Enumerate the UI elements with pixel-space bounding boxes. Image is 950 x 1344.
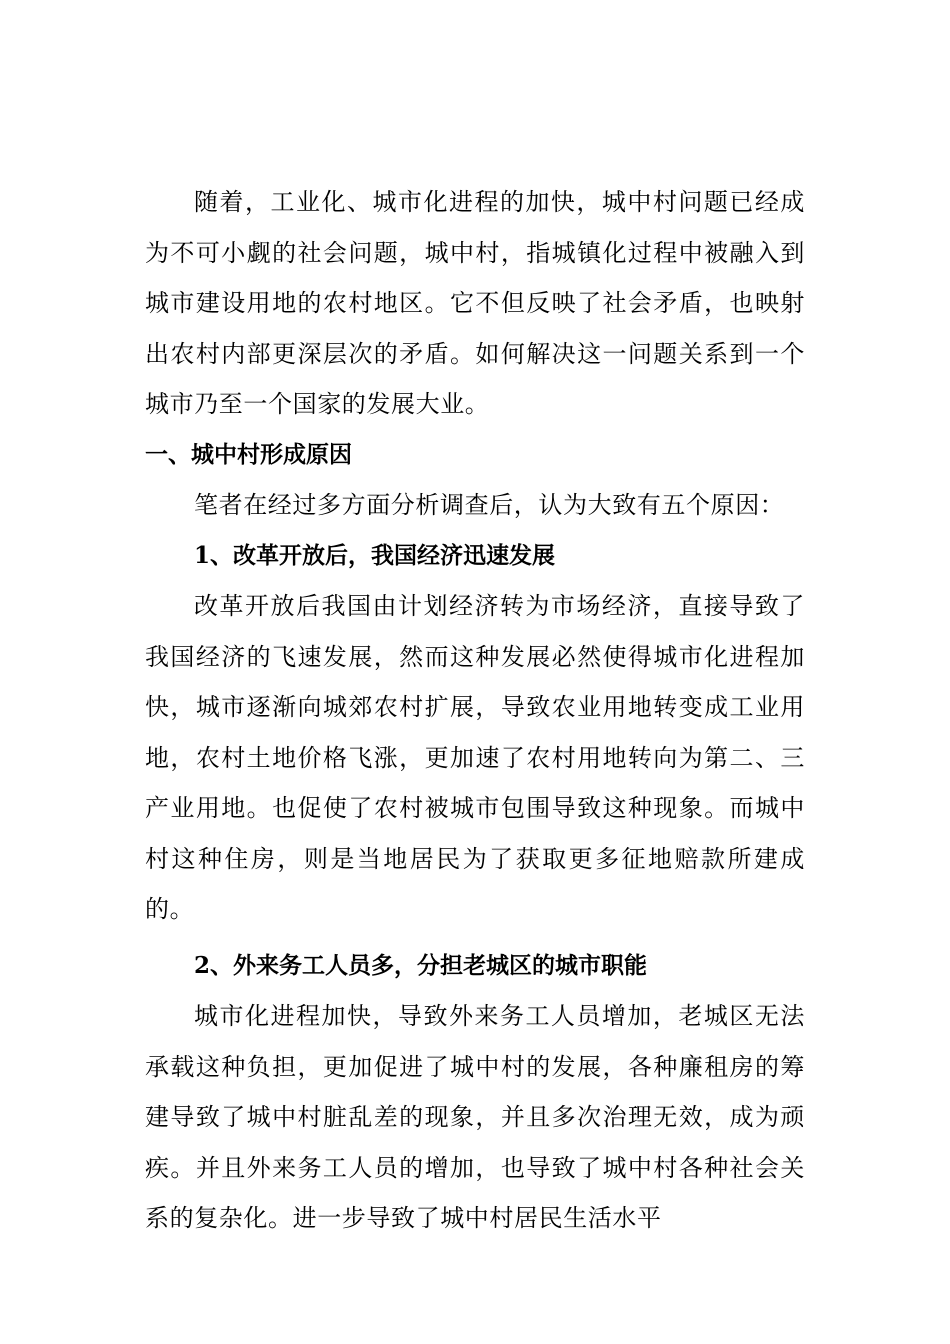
document-page (145, 177, 805, 1244)
reason-2-heading: 2、外来务工人员多，分担老城区的城市职能 (194, 951, 648, 979)
reason-1-paragraph: 改革开放后我国由计划经济转为市场经济，直接导致了我国经济的飞速发展，然而这种发展必然使得城市化进程加快，城市逐渐向城郊农村扩展，导致农业用地转变成工业用地，农村土地价格飞涨，更加速了农村用地转向为第二、三产业用地。也促使了农村被城市包围导致这种现象。而城中村这种住房，则是当地居民为了获取更多征地赔款所建成的。 (145, 592, 805, 923)
reason-1-heading: 1、改革开放后，我国经济迅速发展 (194, 541, 556, 569)
section-lead-paragraph: 笔者在经过多方面分析调查后，认为大致有五个原因： (194, 491, 785, 519)
section-heading-causes: 一、城中村形成原因 (145, 440, 352, 468)
intro-paragraph: 随着，工业化、城市化进程的加快，城中村问题已经成为不可小觑的社会问题，城中村，指城镇化过程中被融入到城市建设用地的农村地区。它不但反映了社会矛盾，也映射出农村内部更深层次的矛盾。如何解决这一问题关系到一个城市乃至一个国家的发展大业。 (145, 188, 805, 418)
reason-2-paragraph: 城市化进程加快，导致外来务工人员增加，老城区无法承载这种负担，更加促进了城中村的发展，各种廉租房的筹建导致了城中村脏乱差的现象，并且多次治理无效，成为顽疾。并且外来务工人员的增加，也导致了城中村各种社会关系的复杂化。进一步导致了城中村居民生活水平 (145, 1002, 805, 1232)
